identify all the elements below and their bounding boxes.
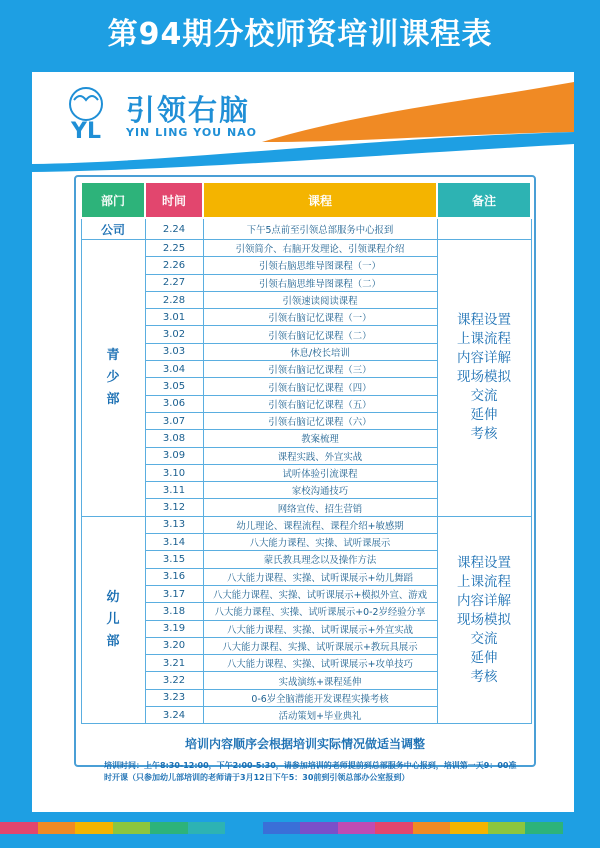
dept-youth: 青 少 部 bbox=[81, 240, 145, 517]
cell-course: 休息/校长培训 bbox=[203, 343, 437, 360]
cell-course: 引领右脑记忆课程（一） bbox=[203, 309, 437, 326]
cell-course: 课程实践、外宣实战 bbox=[203, 447, 437, 464]
strip-segment bbox=[338, 822, 376, 834]
cell-course: 蒙氏教具理念以及操作方法 bbox=[203, 551, 437, 568]
cell-date: 3.13 bbox=[145, 516, 203, 533]
cell-course: 引领速读阅读课程 bbox=[203, 291, 437, 308]
cell-date: 3.01 bbox=[145, 309, 203, 326]
cell-course: 实战演练+课程延伸 bbox=[203, 672, 437, 689]
header-time: 时间 bbox=[145, 182, 203, 218]
cell-date: 3.23 bbox=[145, 689, 203, 706]
cell-course: 引领简介、右脑开发理论、引领课程介绍 bbox=[203, 240, 437, 257]
strip-segment bbox=[413, 822, 451, 834]
dept-kids: 幼 儿 部 bbox=[81, 516, 145, 724]
strip-segment bbox=[563, 822, 600, 834]
cell-date: 2.28 bbox=[145, 291, 203, 308]
cell-date: 3.14 bbox=[145, 534, 203, 551]
cell-date: 3.09 bbox=[145, 447, 203, 464]
cell-date: 3.20 bbox=[145, 637, 203, 654]
schedule-body bbox=[81, 218, 531, 724]
cell-course: 引领右脑思维导图课程（一） bbox=[203, 257, 437, 274]
strip-segment bbox=[263, 822, 301, 834]
cell-date: 3.05 bbox=[145, 378, 203, 395]
cell-date: 3.18 bbox=[145, 603, 203, 620]
brand-name-en: YIN LING YOU NAO bbox=[126, 126, 258, 139]
cell-course: 引领右脑思维导图课程（二） bbox=[203, 274, 437, 291]
cell-date: 2.24 bbox=[145, 218, 203, 240]
cell-date: 3.12 bbox=[145, 499, 203, 516]
table-header-row bbox=[81, 182, 531, 218]
dept-company: 公司 bbox=[81, 218, 145, 240]
cell-course: 八大能力课程、实操、试听课展示+幼儿舞蹈 bbox=[203, 568, 437, 585]
cell-date: 3.17 bbox=[145, 585, 203, 602]
header-dept: 部门 bbox=[81, 182, 145, 218]
cell-date: 2.25 bbox=[145, 240, 203, 257]
header-note: 备注 bbox=[437, 182, 531, 218]
table-row bbox=[81, 218, 531, 240]
strip-segment bbox=[525, 822, 563, 834]
adjustment-notice: 培训内容顺序会根据培训实际情况做适当调整 bbox=[184, 737, 425, 751]
brand-logo bbox=[46, 82, 346, 152]
cell-course: 家校沟通技巧 bbox=[203, 482, 437, 499]
svg-text:YL: YL bbox=[71, 119, 101, 142]
training-time-note: 培训时间：上午8:30-12:00，下午2:00-5:30，请参加培训的老师提前到总部服务中心报到，培训第一天9：00准时开课（只参加幼儿部培训的老师请于3月12日下午5：30前到引领总部办公室报到） bbox=[104, 761, 517, 782]
note-kids: 课程设置 上课流程 内容详解 现场模拟 交流 延伸 考核 bbox=[437, 516, 531, 724]
cell-date: 3.21 bbox=[145, 655, 203, 672]
cell-date: 3.16 bbox=[145, 568, 203, 585]
cell-date: 3.11 bbox=[145, 482, 203, 499]
cell-date: 3.04 bbox=[145, 361, 203, 378]
schedule-sheet bbox=[32, 72, 574, 812]
cell-course: 教案梳理 bbox=[203, 430, 437, 447]
cell-course: 活动策划+毕业典礼 bbox=[203, 707, 437, 724]
cell-date: 3.06 bbox=[145, 395, 203, 412]
cell-date: 3.07 bbox=[145, 412, 203, 429]
schedule-table bbox=[80, 181, 532, 724]
strip-segment bbox=[113, 822, 151, 834]
brand-name-cn: 引领右脑 bbox=[126, 93, 251, 127]
cell-date: 3.22 bbox=[145, 672, 203, 689]
cell-date: 3.15 bbox=[145, 551, 203, 568]
cell-date: 3.19 bbox=[145, 620, 203, 637]
cell-course: 八大能力课程、实操、试听课展示+0-2岁经验分享 bbox=[203, 603, 437, 620]
logo-mark-icon bbox=[58, 86, 114, 142]
note-youth: 课程设置 上课流程 内容详解 现场模拟 交流 延伸 考核 bbox=[437, 240, 531, 517]
header-course: 课程 bbox=[203, 182, 437, 218]
cell-date: 2.26 bbox=[145, 257, 203, 274]
page-title: 第94期分校师资培训课程表 bbox=[107, 17, 493, 52]
cell-course: 试听体验引流课程 bbox=[203, 464, 437, 481]
note-empty bbox=[437, 218, 531, 240]
strip-segment bbox=[300, 822, 338, 834]
cell-date: 3.08 bbox=[145, 430, 203, 447]
cell-course: 引领右脑记忆课程（五） bbox=[203, 395, 437, 412]
cell-course: 八大能力课程、实操、试听课展示+教玩具展示 bbox=[203, 637, 437, 654]
cell-course: 引领右脑记忆课程（六） bbox=[203, 412, 437, 429]
cell-course: 八大能力课程、实操、试听课展示+模拟外宣、游戏 bbox=[203, 585, 437, 602]
cell-date: 2.27 bbox=[145, 274, 203, 291]
cell-course: 0-6岁全脑潜能开发课程实操考核 bbox=[203, 689, 437, 706]
cell-course: 引领右脑记忆课程（二） bbox=[203, 326, 437, 343]
strip-segment bbox=[450, 822, 488, 834]
cell-date: 3.03 bbox=[145, 343, 203, 360]
strip-segment bbox=[38, 822, 76, 834]
schedule-frame bbox=[74, 175, 536, 767]
cell-date: 3.02 bbox=[145, 326, 203, 343]
color-strip bbox=[0, 822, 600, 834]
cell-course: 幼儿理论、课程流程、课程介绍+敏感期 bbox=[203, 516, 437, 533]
cell-course: 下午5点前至引领总部服务中心报到 bbox=[203, 218, 437, 240]
cell-course: 网络宣传、招生营销 bbox=[203, 499, 437, 516]
cell-date: 3.10 bbox=[145, 464, 203, 481]
strip-segment bbox=[150, 822, 188, 834]
cell-course: 引领右脑记忆课程（四） bbox=[203, 378, 437, 395]
table-row bbox=[81, 240, 531, 257]
strip-segment bbox=[75, 822, 113, 834]
strip-segment bbox=[375, 822, 413, 834]
cell-course: 八大能力课程、实操、试听课展示+外宣实战 bbox=[203, 620, 437, 637]
strip-segment bbox=[488, 822, 526, 834]
cell-course: 八大能力课程、实操、试听课展示 bbox=[203, 534, 437, 551]
strip-segment bbox=[225, 822, 263, 834]
table-row bbox=[81, 516, 531, 533]
cell-course: 引领右脑记忆课程（三） bbox=[203, 361, 437, 378]
strip-segment bbox=[188, 822, 226, 834]
strip-segment bbox=[0, 822, 38, 834]
cell-course: 八大能力课程、实操、试听课展示+攻单技巧 bbox=[203, 655, 437, 672]
cell-date: 3.24 bbox=[145, 707, 203, 724]
